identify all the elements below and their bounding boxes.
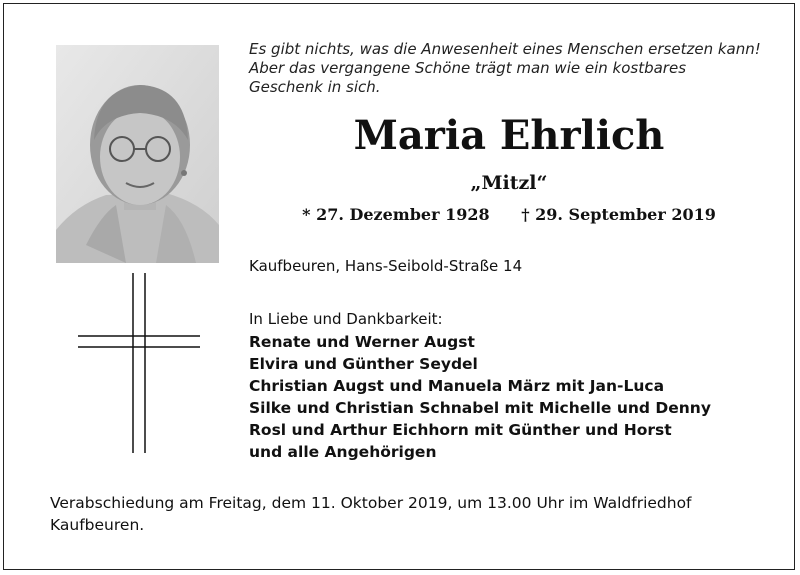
deceased-nickname: „Mitzl“: [470, 172, 548, 194]
quote-line: Es gibt nichts, was die Anwesenheit eines Menschen ersetzen kann!: [249, 40, 761, 58]
death-date: † 29. September 2019: [521, 205, 716, 224]
list-item: Rosl und Arthur Eichhorn mit Günther und Horst: [249, 421, 672, 439]
list-item: und alle Angehörigen: [249, 443, 437, 461]
memorial-quote: [249, 40, 769, 97]
list-item: Christian Augst und Manuela März mit Jan-Luca: [249, 377, 665, 395]
portrait-photo: [56, 45, 219, 263]
farewell-notice: Verabschiedung am Freitag, dem 11. Oktober 2019, um 13.00 Uhr im Waldfriedhof Kaufbeuren.: [50, 494, 692, 534]
mourners-intro: In Liebe und Dankbarkeit:: [249, 310, 443, 328]
birth-date: * 27. Dezember 1928: [302, 205, 490, 224]
cross-icon: [78, 273, 200, 453]
life-dates: [249, 204, 769, 226]
mourners-list: [249, 331, 711, 463]
quote-line: Geschenk in sich.: [249, 78, 381, 96]
deceased-name: Maria Ehrlich: [353, 112, 665, 159]
list-item: Silke und Christian Schnabel mit Michelle und Denny: [249, 399, 711, 417]
quote-line: Aber das vergangene Schöne trägt man wie ein kostbares: [249, 59, 687, 77]
address: Kaufbeuren, Hans-Seibold-Straße 14: [249, 257, 523, 275]
list-item: Elvira und Günther Seydel: [249, 355, 478, 373]
list-item: Renate und Werner Augst: [249, 333, 475, 351]
